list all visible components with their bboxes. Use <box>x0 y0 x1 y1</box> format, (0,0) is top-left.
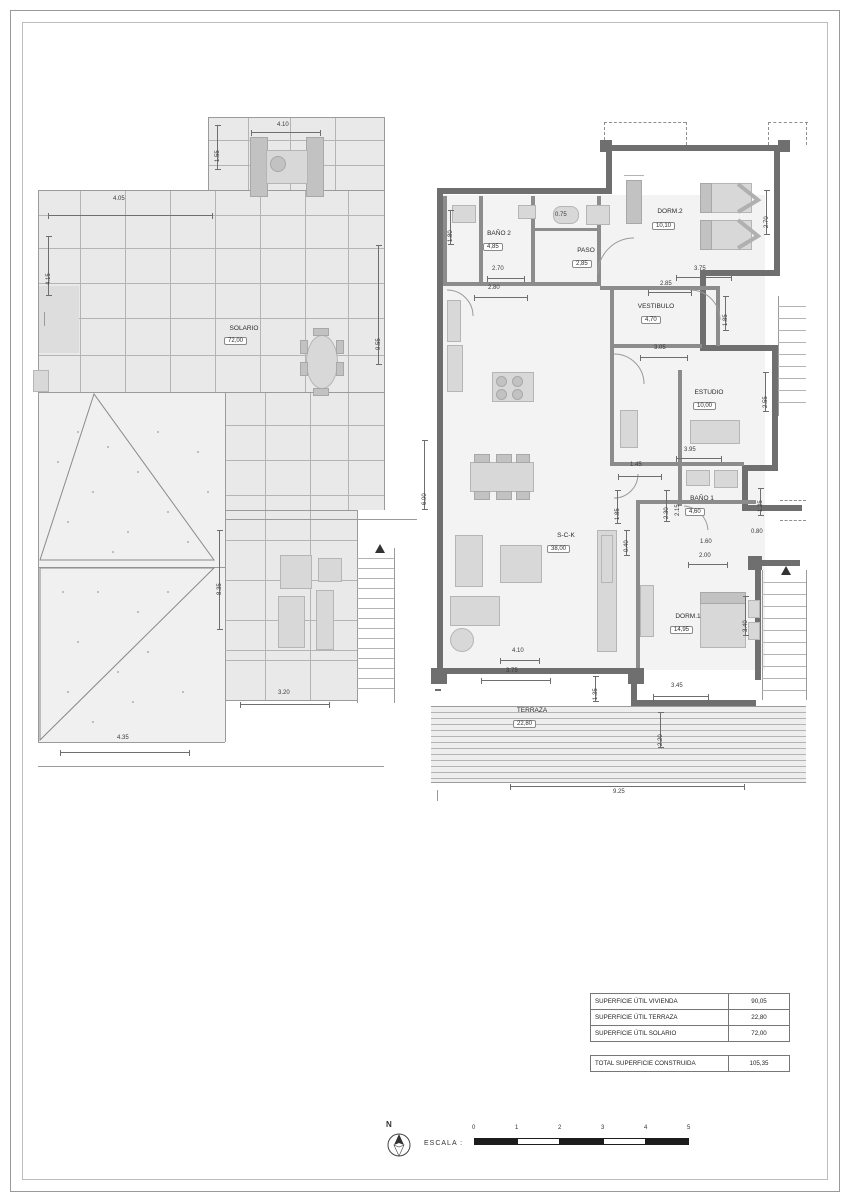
wall-north-a <box>437 188 612 194</box>
dim-345: 3.45 <box>671 683 683 689</box>
scale-tick-1: 1 <box>515 1125 519 1131</box>
solarium-side-element <box>33 370 49 392</box>
wall-east-h <box>755 560 761 680</box>
north-arrow-icon <box>384 1130 414 1160</box>
room-area-dorm2: 10,10 <box>652 222 675 230</box>
dim-solarium-435: 4.35 <box>117 735 129 741</box>
room-area-dorm1: 14,95 <box>670 626 693 634</box>
room-label-estudio: ESTUDIO <box>694 389 724 396</box>
dim-270b: 2.70 <box>764 216 770 228</box>
total-value: 105,35 <box>729 1056 790 1072</box>
scale-tick-0: 0 <box>472 1125 476 1131</box>
solarium-sofa-b <box>318 558 342 582</box>
dim-280: 2.80 <box>488 285 500 291</box>
dim-270: 2.70 <box>492 266 504 272</box>
scale-bar <box>386 1120 691 1160</box>
dim-410: 4.10 <box>512 648 524 654</box>
bath1-sink <box>686 470 710 486</box>
surface-summary-table <box>590 993 790 1042</box>
door-paso <box>596 236 636 276</box>
dim-305: 3.05 <box>654 345 666 351</box>
post-sw <box>431 668 447 684</box>
dim-230: 2.30 <box>664 507 670 519</box>
wall-int-8 <box>610 286 614 346</box>
solarium-sofa-c <box>278 596 305 648</box>
bath1-wc <box>714 470 738 488</box>
summary-label-1: SUPERFICIE ÚTIL TERRAZA <box>591 1010 729 1026</box>
bath2-tub <box>452 205 476 223</box>
room-label-vestibulo: VESTIBULO <box>637 303 675 310</box>
room-label-dorm2: DORM.2 <box>657 208 683 215</box>
wall-east-c <box>700 345 778 351</box>
dim-200: 2.00 <box>699 553 711 559</box>
dim-185b: 1.85 <box>615 508 621 520</box>
scale-tick-4: 4 <box>644 1125 648 1131</box>
coffee-table <box>500 545 542 583</box>
solarium-sofa-a <box>280 555 312 589</box>
room-area-estudio: 10,00 <box>693 402 716 410</box>
room-label-terraza: TERRAZA <box>516 707 548 714</box>
table-row <box>591 994 790 1010</box>
dim-solarium-410: 4.10 <box>277 122 289 128</box>
summary-label-0: SUPERFICIE ÚTIL VIVIENDA <box>591 994 729 1010</box>
dim-255: 2.55 <box>763 396 769 408</box>
wall-north-b <box>606 145 780 151</box>
solarium-sofa-d <box>316 590 334 650</box>
dim-180: 1.80 <box>448 230 454 242</box>
door-dorm2 <box>688 288 722 322</box>
wall-east-step <box>700 270 780 276</box>
dim-220: 2.20 <box>658 734 664 746</box>
wall-int-12 <box>678 370 682 465</box>
room-area-sck: 38,00 <box>547 545 570 553</box>
estudio-shelf <box>620 410 638 448</box>
room-label-paso: PASO <box>577 247 595 254</box>
scale-tick-2: 2 <box>558 1125 562 1131</box>
wall-int-4 <box>535 282 601 286</box>
estudio-sofa <box>690 420 740 444</box>
post-n <box>600 140 612 152</box>
post-ne <box>778 140 790 152</box>
wall-south <box>437 668 637 674</box>
room-label-bano1: BAÑO 1 <box>690 495 714 502</box>
total-surface-table <box>590 1055 790 1072</box>
room-label-bano2: BAÑO 2 <box>487 230 511 237</box>
dim-040: 0.40 <box>624 540 630 552</box>
north-label: N <box>386 1120 392 1129</box>
dim-080: 0.80 <box>751 529 763 535</box>
round-side-table <box>450 628 474 652</box>
wall-east-g <box>742 505 802 511</box>
room-area-terraza: 22,80 <box>513 720 536 728</box>
table-row <box>591 1010 790 1026</box>
dim-solarium-835: 8.35 <box>217 583 223 595</box>
scale-label: ESCALA : <box>424 1140 464 1147</box>
table-row <box>591 1056 790 1072</box>
dim-solarium-405: 4.05 <box>113 196 125 202</box>
bath2-wc <box>586 205 610 225</box>
scale-tick-5: 5 <box>687 1125 691 1131</box>
summary-value-0: 90,05 <box>729 994 790 1010</box>
dim-375b: 3.75 <box>506 668 518 674</box>
wall-int-2 <box>479 196 483 282</box>
solarium-lower-slab <box>225 392 384 510</box>
dim-solarium-415: 4.15 <box>46 273 52 285</box>
dim-135: 1.35 <box>593 688 599 700</box>
dim-600: 6.00 <box>422 493 428 505</box>
dim-solarium-155: 1.55 <box>215 150 221 162</box>
summary-label-2: SUPERFICIE ÚTIL SOLARIO <box>591 1026 729 1042</box>
solarium-area: 72,00 <box>224 337 247 345</box>
dim-285: 2.85 <box>660 281 672 287</box>
kitchen-counter-b <box>447 345 463 392</box>
room-label-dorm1: DORM.1 <box>675 613 701 620</box>
sofa-bottom <box>450 596 500 626</box>
dim-395: 3.95 <box>684 447 696 453</box>
post-s <box>628 668 644 684</box>
table-row <box>591 1026 790 1042</box>
room-area-bano1: 4,60 <box>685 508 705 516</box>
wall-int-13 <box>678 462 744 466</box>
summary-value-2: 72,00 <box>729 1026 790 1042</box>
dim-160: 1.60 <box>700 539 712 545</box>
dim-215: 2.15 <box>675 504 681 516</box>
solarium-oval-table <box>306 335 338 389</box>
total-label: TOTAL SUPERFICIE CONSTRUIDA <box>591 1056 729 1072</box>
dining-table <box>470 462 534 492</box>
room-area-bano2: 4,85 <box>483 243 503 251</box>
wall-int-6 <box>531 228 601 231</box>
solarium-label: SOLARIO <box>229 325 259 332</box>
wall-east-a <box>774 145 780 275</box>
solarium-storage <box>39 286 79 353</box>
wardrobe-dorm1 <box>640 585 654 637</box>
dim-solarium-955: 9.55 <box>376 338 382 350</box>
wall-step-a <box>606 145 612 194</box>
dim-solarium-320: 3.20 <box>278 690 290 696</box>
post-e <box>748 556 762 570</box>
scale-tick-3: 3 <box>601 1125 605 1131</box>
dim-145: 1.45 <box>630 462 642 468</box>
dim-075: 0.75 <box>555 212 567 218</box>
dim-125: 1.25 <box>758 500 764 512</box>
dim-375: 3.75 <box>694 266 706 272</box>
bath2-sink <box>518 205 536 219</box>
solarium-round-table <box>270 156 286 172</box>
summary-value-1: 22,80 <box>729 1010 790 1026</box>
door-kitchen <box>445 288 475 318</box>
room-area-vestibulo: 4,70 <box>641 316 661 324</box>
solarium-pergola-beam-right <box>306 137 324 197</box>
dim-185: 1.85 <box>723 314 729 326</box>
sofa-left <box>455 535 483 587</box>
wall-int-7 <box>443 196 447 282</box>
garden-triangles <box>38 392 228 744</box>
room-label-sck: S-C-K <box>557 532 575 539</box>
wardrobe-dorm2 <box>626 180 642 224</box>
dim-340: 3.40 <box>743 620 749 632</box>
dim-925: 9.25 <box>613 789 625 795</box>
room-area-paso: 2,85 <box>572 260 592 268</box>
